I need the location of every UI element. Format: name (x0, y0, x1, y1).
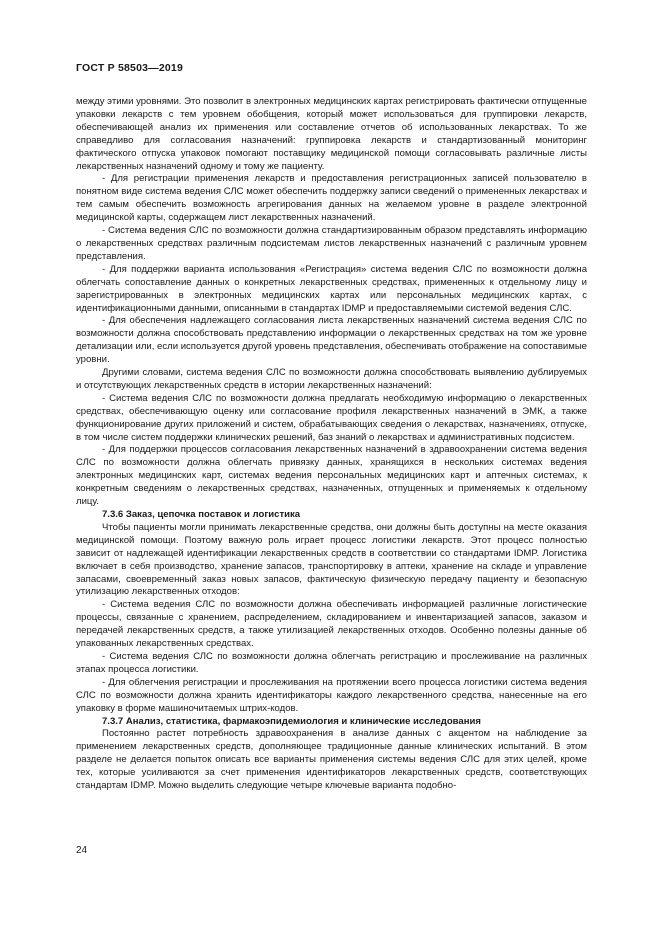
list-item: - Система ведения СЛС по возможности должна предлагать необходимую информацию о лекарственных средствах, обеспечивающую оценку или согласование профиля лекарственных назначений в ЭМК, а также функционирование других приложений и систем, обрабатывающих сведения о лекарствах, назначениях, отпуске, в том числе систем поддержки клинических решений, баз знаний о лекарствах и административных подсистем. (76, 392, 587, 443)
list-item: - Система ведения СЛС по возможности должна стандартизированным образом представлять информацию о лекарственных средствах различным подсистемам листов лекарственных назначений с различным уровнем представления. (76, 225, 587, 262)
paragraph: Другими словами, система ведения СЛС по возможности должна способствовать выявлению дублируемых и отсутствующих лекарственных средств в истории лекарственных назначений: (76, 367, 587, 391)
list-item: - Система ведения СЛС по возможности должна облегчать регистрацию и прослеживание на различных этапах процесса логистики. (76, 650, 587, 675)
list-item: - Для облегчения регистрации и прослеживания на протяжении всего процесса логистики система ведения СЛС по возможности должна хранить идентификаторы каждого лекарственного средства, нанесенные на его упаковку в форме машиночитаемых штрих-кодов. (76, 676, 587, 714)
standard-header: ГОСТ Р 58503—2019 (76, 62, 184, 74)
paragraph: между этими уровнями. Это позволит в электронных медицинских картах регистрировать фактически отпущенные упаковки лекарств с тем уровнем обобщения, который может использоваться для группировки лекарств, обеспечивающей анализ их применения или составление отчетов об использованных лекарствах. То же справедливо для согласования назначений: группировка лекарств и стандартизованный мониторинг фактического отпуска упаковок помогают поставщику медицинской помощи согласовывать различные листы лекарственных назначений одному и тому же пациенту. (76, 96, 587, 172)
list-item: - Для поддержки варианта использования «Регистрация» система ведения СЛС по возможности должна облегчать сопоставление данных о конкретных лекарственных средствах, примененных к отдельному лицу и зарегистрированных в электронных медицинских картах или персональных медицинских картах, с идентификационными данными, описанными в стандартах IDMP и предоставляемыми системой ведения СЛС. (76, 263, 587, 314)
list-item: - Для поддержки процессов согласования лекарственных назначений в здравоохранении система ведения СЛС по возможности должна облегчать привязку данных, хранящихся в нескольких системах ведения электронных медицинских карт, системах ведения персональных медицинских карт и аптечных системах, к конкретным сведениям о лекарственных средствах, назначенных, отпущенных и применяемых к отдельному лицу. (76, 444, 587, 508)
list-item: - Система ведения СЛС по возможности должна обеспечивать информацией различные логистические процессы, связанные с хранением, распределением, складированием и инвентаризацией запасов, заказом и передачей лекарственных средств, а также утилизацией лекарственных отходов. Особенно полезны данные об упакованных лекарственных средствах. (76, 599, 587, 650)
paragraph: Постоянно растет потребность здравоохранения в анализе данных с акцентом на наблюдение за применением лекарственных средств, дополняющее традиционные данные клинических испытаний. В этом разделе не делается попыток описать все варианты применения системы ведения СЛС для этих целей, кроме тех, которые усиливаются за счет применения идентификаторов лекарственных средств, соответствующих стандартам IDMP. Можно выделить следующие четыре ключевые варианта подобно- (76, 728, 587, 792)
section-heading: 7.3.7 Анализ, статистика, фармакоэпидемиология и клинические исследования (102, 715, 481, 727)
list-item: - Для регистрации применения лекарств и предоставления регистрационных записей пользователю в понятном виде система ведения СЛС может обеспечить поддержку записи сведений о примененных лекарствах и тем самым обеспечить возможность агрегирования данных на желаемом уровне в разделе электронной медицинской карты, содержащем лист лекарственных назначений. (76, 173, 587, 224)
paragraph: Чтобы пациенты могли принимать лекарственные средства, они должны быть доступны на месте оказания медицинской помощи. Поэтому важную роль играет процесс логистики лекарств. Этот процесс полностью зависит от надлежащей идентификации лекарственных средств в соответствии со стандартами IDMP. Логистика включает в себя производство, хранение запасов, транспортировку в аптеки, хранение на складе и управление запасами, своевременный заказ новых запасов, фактическую физическую передачу пациенту и безопасную утилизацию лекарственных отходов: (76, 521, 587, 598)
list-item: - Для обеспечения надлежащего согласования листа лекарственных назначений система ведения СЛС по возможности должна способствовать представлению информации о лекарственных средствах на том же уровне детализации или, если используется другой уровень представления, обеспечивать отображение на сопоставимые уровни. (76, 315, 587, 366)
page-body (76, 96, 587, 793)
page-number: 24 (76, 845, 88, 856)
section-heading: 7.3.6 Заказ, цепочка поставок и логистика (102, 509, 301, 520)
